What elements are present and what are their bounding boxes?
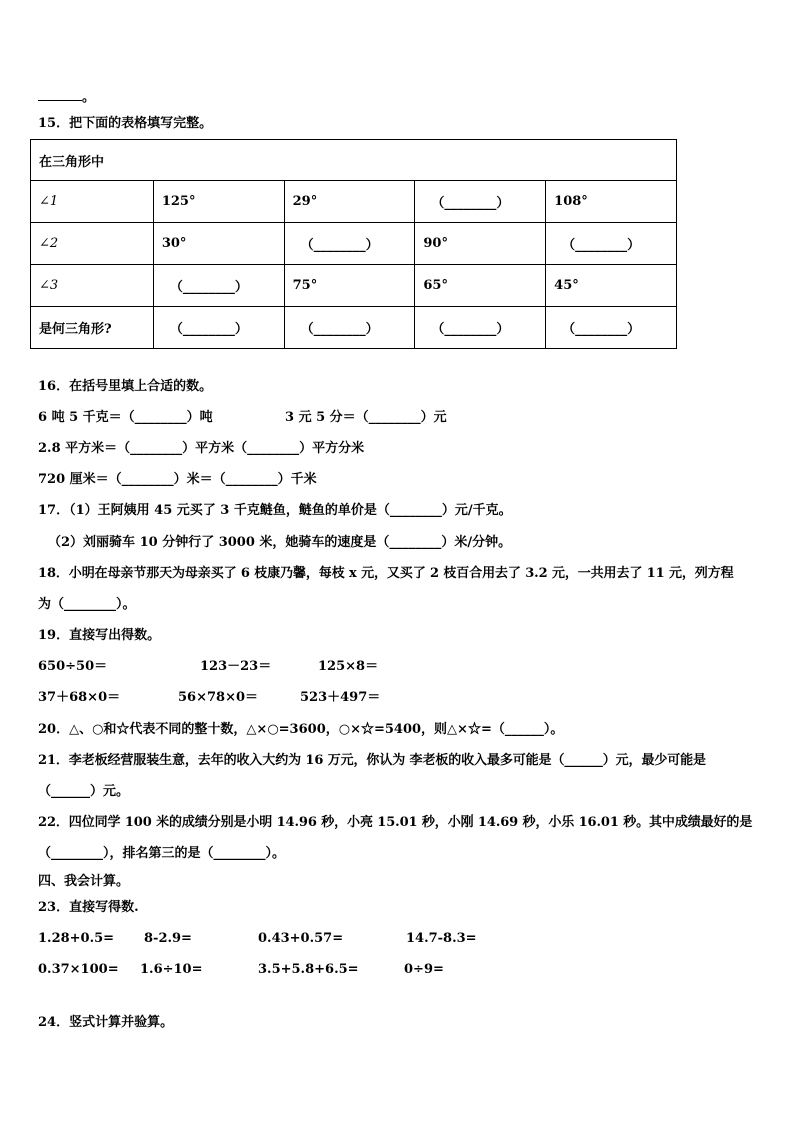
q23-item: 0.43+0.57= <box>258 931 344 946</box>
table-cell: 30° <box>153 223 284 265</box>
table-cell: 75° <box>284 265 415 307</box>
table-header: 在三角形中 <box>31 140 677 181</box>
q17-line1: 17．（1）王阿姨用 45 元买了 3 千克鲢鱼，鲢鱼的单价是（________）元/千克。 <box>38 503 512 518</box>
table-cell-blank[interactable]: （________） <box>415 181 546 223</box>
table-cell-blank[interactable]: （________） <box>153 265 284 307</box>
q22-line1: 22．四位同学 100 米的成绩分别是小明 14.96 秒，小亮 15.01 秒，小刚 14.69 秒，小乐 16.01 秒。其中成绩最好的是 <box>38 815 753 830</box>
q16-line1a: 6 吨 5 千克＝（________）吨 <box>38 410 213 425</box>
q16-line2: 2.8 平方米＝（________）平方米（________）平方分米 <box>38 441 365 456</box>
table-cell-blank[interactable]: （________） <box>153 307 284 349</box>
q24-title: 24．竖式计算并验算。 <box>38 1015 174 1030</box>
section-4-heading: 四、我会计算。 <box>38 874 130 889</box>
table-cell: 65° <box>415 265 546 307</box>
q23-item: 1.6÷10= <box>140 962 203 977</box>
row-label: ∠1 <box>31 181 154 223</box>
top-blank-line: 。 <box>38 88 95 106</box>
table-cell-blank[interactable]: （________） <box>546 307 677 349</box>
q19-item: 523＋497＝ <box>300 690 381 705</box>
table-cell: 125° <box>153 181 284 223</box>
row-label: 是何三角形? <box>31 307 154 349</box>
q16-line3: 720 厘米＝（________）米＝（________）千米 <box>38 472 317 487</box>
q16-title: 16．在括号里填上合适的数。 <box>38 379 213 394</box>
table-row <box>31 265 677 307</box>
row-label: ∠3 <box>31 265 154 307</box>
q21-line1: 21．李老板经营服装生意，去年的收入大约为 16 万元，你认为 李老板的收入最多可能是（______）元，最少可能是 <box>38 753 706 768</box>
q23-item: 0.37×100= <box>38 962 119 977</box>
table-cell-blank[interactable]: （________） <box>415 307 546 349</box>
table-cell-blank[interactable]: （________） <box>284 223 415 265</box>
q19-item: 56×78×0＝ <box>178 690 259 705</box>
triangle-table <box>30 139 677 349</box>
q18-line1: 18．小明在母亲节那天为母亲买了 6 枝康乃馨，每枝 x 元，又买了 2 枝百合用去了 3.2 元，一共用去了 11 元，列方程 <box>38 566 734 581</box>
table-row <box>31 181 677 223</box>
q19-item: 650÷50＝ <box>38 659 108 674</box>
q21-line2: （______）元。 <box>38 784 130 799</box>
table-row <box>31 223 677 265</box>
table-cell: 108° <box>546 181 677 223</box>
table-cell: 45° <box>546 265 677 307</box>
q15-title: 15．把下面的表格填写完整。 <box>38 116 213 131</box>
q23-item: 8-2.9= <box>144 931 192 946</box>
q16-line1b: 3 元 5 分＝（________）元 <box>285 410 447 425</box>
q18-line2: 为（________）。 <box>38 597 136 612</box>
q23-item: 3.5+5.8+6.5= <box>258 962 359 977</box>
answer-blank[interactable] <box>38 88 82 101</box>
row-label: ∠2 <box>31 223 154 265</box>
table-cell: 90° <box>415 223 546 265</box>
table-row <box>31 307 677 349</box>
table-cell-blank[interactable]: （________） <box>546 223 677 265</box>
table-cell-blank[interactable]: （________） <box>284 307 415 349</box>
q23-item: 14.7-8.3= <box>406 931 477 946</box>
q19-title: 19．直接写出得数。 <box>38 628 161 643</box>
q19-item: 37＋68×0＝ <box>38 690 121 705</box>
q23-item: 1.28+0.5= <box>38 931 115 946</box>
q17-line2: （2）刘丽骑车 10 分钟行了 3000 米，她骑车的速度是（________）米/分钟。 <box>48 535 512 550</box>
table-cell: 29° <box>284 181 415 223</box>
q22-line2: （________），排名第三的是（________）。 <box>38 846 286 861</box>
q20-line: 20．△、○和☆代表不同的整十数，△×○=3600，○×☆=5400，则△×☆=（______）。 <box>38 722 564 737</box>
q23-item: 0÷9= <box>404 962 444 977</box>
q23-title: 23．直接写得数. <box>38 900 139 915</box>
q19-item: 125×8＝ <box>318 659 379 674</box>
q19-item: 123－23＝ <box>200 659 272 674</box>
